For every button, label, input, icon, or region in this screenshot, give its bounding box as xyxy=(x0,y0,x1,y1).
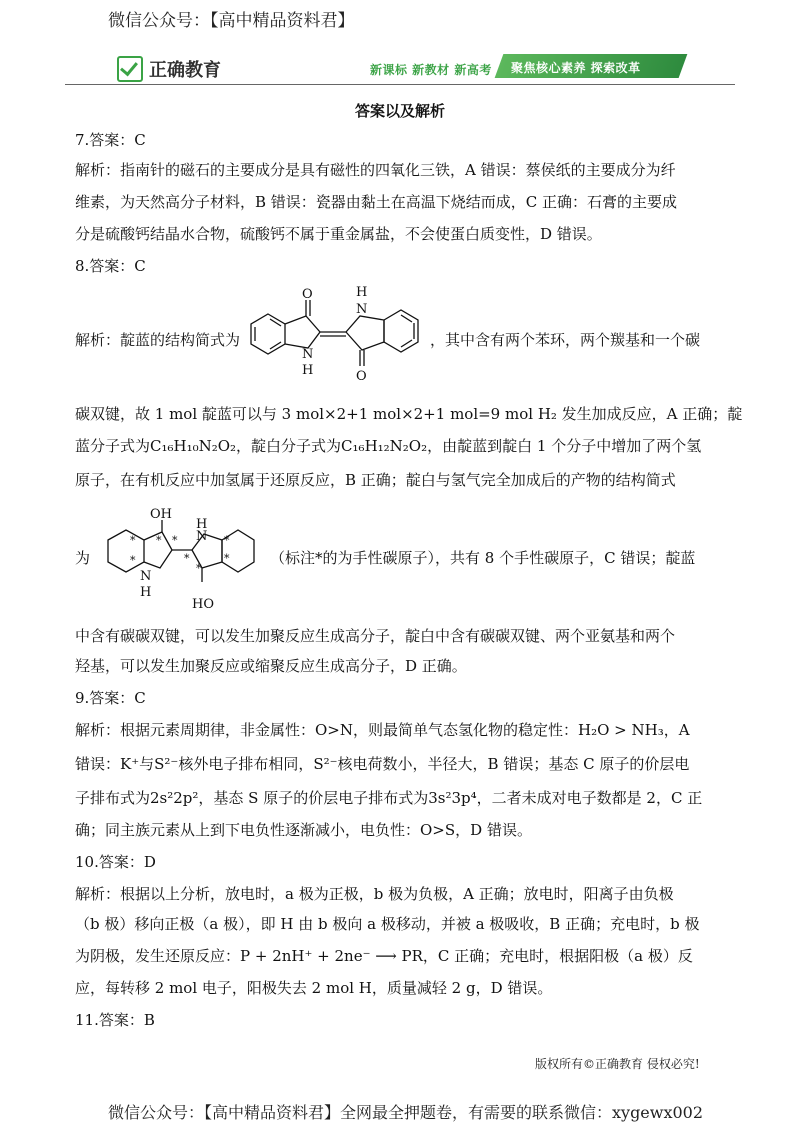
answer-9: 9.答案：C xyxy=(75,689,146,707)
chiral-star: * xyxy=(156,534,162,547)
logo xyxy=(117,56,221,82)
analysis-line: （标注*的为手性碳原子），共有 8 个手性碳原子，C 错误；靛蓝 xyxy=(270,549,696,567)
atom-label: HO xyxy=(192,597,214,612)
slogan-left: 新课标 新教材 新高考 xyxy=(370,63,492,77)
chiral-star: * xyxy=(130,554,136,567)
atom-label: N xyxy=(140,569,152,584)
chiral-star: * xyxy=(224,534,230,547)
atom-label: H xyxy=(196,517,208,532)
atom-label: O xyxy=(302,287,313,302)
analysis-line: 解析：根据元素周期律，非金属性：O>N，则最简单气态氢化物的稳定性：H₂O > NH₃，A xyxy=(75,721,690,739)
header-divider xyxy=(65,84,735,85)
page-title: 答案以及解析 xyxy=(354,102,445,120)
chiral-star: * xyxy=(184,552,190,565)
check-logo-icon xyxy=(117,56,143,82)
atom-label: H xyxy=(302,363,314,378)
answer-10: 10.答案：D xyxy=(75,853,156,871)
chiral-star: * xyxy=(196,562,202,575)
analysis-line: 羟基，可以发生加聚反应或缩聚反应生成高分子，D 正确。 xyxy=(75,657,467,675)
chiral-star: * xyxy=(130,534,136,547)
analysis-line: 应，每转移 2 mol 电子，阳极失去 2 mol H，质量减轻 2 g，D 错误。 xyxy=(75,979,553,997)
answer-8: 8.答案：C xyxy=(75,257,146,275)
analysis-line: 碳双键，故 1 mol 靛蓝可以与 3 mol×2+1 mol×2+1 mol=9 mol H₂ 发生加成反应，A 正确；靛 xyxy=(75,405,743,423)
analysis-line: 错误：K⁺与S²⁻核外电子排布相同，S²⁻核电荷数小，半径大，B 错误；基态 C 原子的价层电 xyxy=(75,755,690,773)
analysis-line: 中含有碳碳双键，可以发生加聚反应生成高分子，靛白中含有碳碳双键、两个亚氨基和两个 xyxy=(75,627,676,645)
analysis-line: 原子，在有机反应中加氢属于还原反应，B 正确；靛白与氢气完全加成后的产物的结构简式 xyxy=(75,471,676,489)
chiral-star: * xyxy=(172,534,178,547)
analysis-line: 解析：指南针的磁石的主要成分是具有磁性的四氧化三铁，A 错误：蔡侯纸的主要成分为纤 xyxy=(75,161,676,179)
analysis-line: 分是硫酸钙结晶水合物，硫酸钙不属于重金属盐，不会使蛋白质变性，D 错误。 xyxy=(75,225,602,243)
analysis-line: 确；同主族元素从上到下电负性逐渐减小，电负性：O>S，D 错误。 xyxy=(75,821,532,839)
atom-label: N xyxy=(356,302,368,317)
chiral-star: * xyxy=(224,552,230,565)
atom-label: N xyxy=(196,529,208,544)
analysis-line: 为阴极，发生还原反应：P + 2nH⁺ + 2ne⁻ ⟶ PR，C 正确；充电时，根据阳极（a 极）反 xyxy=(75,947,693,965)
answer-7: 7.答案：C xyxy=(75,131,146,149)
analysis-line: 子排布式为2s²2p²，基态 S 原子的价层电子排布式为3s²3p⁴，二者未成对电子数都是 2，C 正 xyxy=(75,789,703,807)
footer-copyright: 版权所有©正确教育 侵权必究! xyxy=(535,1057,700,1071)
answer-11: 11.答案：B xyxy=(75,1011,155,1029)
analysis-line: 为 xyxy=(75,549,91,567)
atom-label: H xyxy=(140,585,152,600)
analysis-line: 解析：靛蓝的结构简式为 xyxy=(75,331,241,349)
atom-label: N xyxy=(302,347,314,362)
atom-label: O xyxy=(356,369,367,384)
analysis-line: 维素，为天然高分子材料，B 错误：瓷器由黏土在高温下烧结而成，C 正确：石膏的主要成 xyxy=(75,193,678,211)
indigo-structure xyxy=(244,282,429,386)
product-structure xyxy=(88,504,268,614)
slogan-right: 聚焦核心素养 探索改革 xyxy=(511,61,641,75)
page-header xyxy=(65,50,735,86)
analysis-line: ，其中含有两个苯环，两个羰基和一个碳 xyxy=(430,331,701,349)
analysis-line: 解析：根据以上分析，放电时，a 极为正极，b 极为负极，A 正确；放电时，阳离子由负极 xyxy=(75,885,674,903)
watermark-bottom: 微信公众号：【高中精品资料君】全网最全押题卷，有需要的联系微信：xygewx002 xyxy=(108,1103,704,1122)
atom-label: H xyxy=(356,285,368,300)
atom-label: OH xyxy=(150,507,172,522)
logo-text: 正确教育 xyxy=(149,60,221,81)
analysis-line: 蓝分子式为C₁₆H₁₀N₂O₂，靛白分子式为C₁₆H₁₂N₂O₂，由靛蓝到靛白 1 个分子中增加了两个氢 xyxy=(75,437,702,455)
analysis-line: （b 极）移向正极（a 极），即 H 由 b 极向 a 极移动，并被 a 极吸收，B 正确；充电时，b 极 xyxy=(75,915,700,933)
watermark-top: 微信公众号：【高中精品资料君】 xyxy=(108,11,355,31)
